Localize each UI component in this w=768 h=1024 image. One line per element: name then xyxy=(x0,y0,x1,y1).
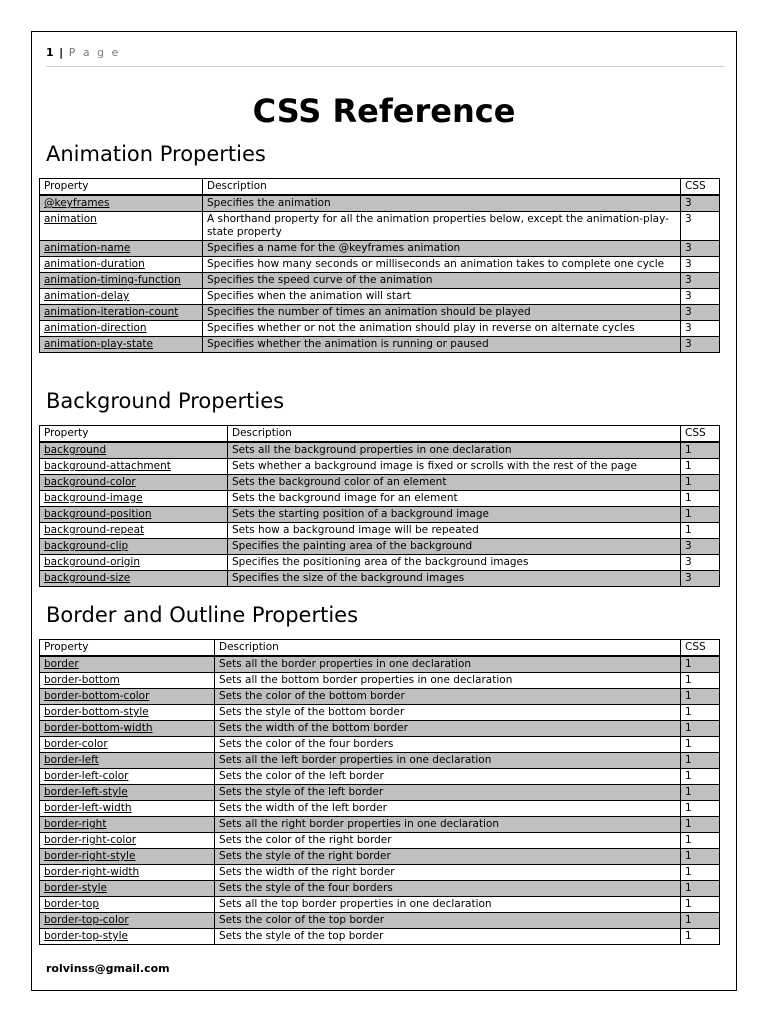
page-word: P a g e xyxy=(68,46,121,59)
property-link[interactable]: background-position xyxy=(40,507,228,523)
property-description: Specifies the speed curve of the animation xyxy=(203,273,681,289)
table-row xyxy=(40,539,720,555)
table-row xyxy=(40,721,720,737)
table-row xyxy=(40,571,720,587)
property-description: Specifies the size of the background images xyxy=(228,571,681,587)
css-version: 1 xyxy=(681,705,720,721)
table-row xyxy=(40,507,720,523)
property-link[interactable]: border-color xyxy=(40,737,215,753)
property-link[interactable]: background-clip xyxy=(40,539,228,555)
property-description: Specifies the animation xyxy=(203,195,681,212)
property-link[interactable]: animation-name xyxy=(40,241,203,257)
property-link[interactable]: animation-timing-function xyxy=(40,273,203,289)
page-header xyxy=(46,46,725,67)
property-description: Specifies when the animation will start xyxy=(203,289,681,305)
table-row xyxy=(40,273,720,289)
property-link[interactable]: animation-play-state xyxy=(40,337,203,353)
property-description: Sets the color of the left border xyxy=(215,769,681,785)
table-row xyxy=(40,491,720,507)
property-description: Sets the style of the right border xyxy=(215,849,681,865)
property-description: Specifies whether or not the animation should play in reverse on alternate cycles xyxy=(203,321,681,337)
property-description: Specifies the positioning area of the background images xyxy=(228,555,681,571)
property-description: Sets the color of the four borders xyxy=(215,737,681,753)
column-header-css: CSS xyxy=(681,640,720,657)
column-header-css: CSS xyxy=(681,426,720,443)
css-version: 3 xyxy=(681,212,720,241)
table-row xyxy=(40,289,720,305)
footer-email: rolvinss@gmail.com xyxy=(46,962,170,975)
property-link[interactable]: background-size xyxy=(40,571,228,587)
property-description: Sets how a background image will be repeated xyxy=(228,523,681,539)
css-version: 3 xyxy=(681,195,720,212)
property-description: Sets the style of the bottom border xyxy=(215,705,681,721)
property-description: Sets all the border properties in one declaration xyxy=(215,656,681,673)
css-version: 1 xyxy=(681,737,720,753)
property-link[interactable]: @keyframes xyxy=(40,195,203,212)
property-description: Sets the style of the left border xyxy=(215,785,681,801)
table-row xyxy=(40,705,720,721)
table-row xyxy=(40,212,720,241)
property-description: Sets the background color of an element xyxy=(228,475,681,491)
property-link[interactable]: animation xyxy=(40,212,203,241)
css-version: 3 xyxy=(681,337,720,353)
property-link[interactable]: border-left-style xyxy=(40,785,215,801)
column-header-description: Description xyxy=(203,179,681,196)
css-version: 1 xyxy=(681,897,720,913)
css-version: 1 xyxy=(681,442,720,459)
table-header-row xyxy=(40,640,720,657)
column-header-description: Description xyxy=(228,426,681,443)
table-row xyxy=(40,913,720,929)
animation-properties-table xyxy=(39,178,720,353)
css-version: 1 xyxy=(681,507,720,523)
property-link[interactable]: border-style xyxy=(40,881,215,897)
property-link[interactable]: animation-iteration-count xyxy=(40,305,203,321)
property-link[interactable]: background-attachment xyxy=(40,459,228,475)
css-version: 1 xyxy=(681,801,720,817)
table-row xyxy=(40,442,720,459)
property-description: A shorthand property for all the animation properties below, except the animation-play-state property xyxy=(203,212,681,241)
css-version: 3 xyxy=(681,539,720,555)
table-row xyxy=(40,475,720,491)
property-description: Sets all the bottom border properties in one declaration xyxy=(215,673,681,689)
column-header-description: Description xyxy=(215,640,681,657)
css-version: 1 xyxy=(681,673,720,689)
css-version: 1 xyxy=(681,491,720,507)
css-version: 1 xyxy=(681,523,720,539)
property-link[interactable]: border-bottom-color xyxy=(40,689,215,705)
css-version: 1 xyxy=(681,721,720,737)
property-description: Sets the width of the bottom border xyxy=(215,721,681,737)
css-version: 1 xyxy=(681,785,720,801)
table-row xyxy=(40,523,720,539)
table-row xyxy=(40,459,720,475)
property-link[interactable]: border-bottom-width xyxy=(40,721,215,737)
property-description: Sets the style of the top border xyxy=(215,929,681,945)
css-version: 1 xyxy=(681,459,720,475)
property-link[interactable]: border xyxy=(40,656,215,673)
property-link[interactable]: border-top-color xyxy=(40,913,215,929)
property-description: Specifies the number of times an animation should be played xyxy=(203,305,681,321)
table-row xyxy=(40,689,720,705)
css-version: 1 xyxy=(681,769,720,785)
css-version: 1 xyxy=(681,656,720,673)
property-link[interactable]: border-bottom-style xyxy=(40,705,215,721)
table-row xyxy=(40,833,720,849)
property-link[interactable]: border-bottom xyxy=(40,673,215,689)
property-description: Sets the color of the bottom border xyxy=(215,689,681,705)
table-row xyxy=(40,817,720,833)
property-link[interactable]: background-color xyxy=(40,475,228,491)
property-link[interactable]: background xyxy=(40,442,228,459)
css-version: 1 xyxy=(681,833,720,849)
property-link[interactable]: border-left-width xyxy=(40,801,215,817)
property-description: Sets the width of the left border xyxy=(215,801,681,817)
table-row xyxy=(40,195,720,212)
property-link[interactable]: border-right-width xyxy=(40,865,215,881)
property-link[interactable]: border-right-style xyxy=(40,849,215,865)
css-version: 3 xyxy=(681,273,720,289)
css-version: 1 xyxy=(681,817,720,833)
css-version: 1 xyxy=(681,849,720,865)
property-link[interactable]: background-repeat xyxy=(40,523,228,539)
css-version: 3 xyxy=(681,289,720,305)
property-link[interactable]: border-left xyxy=(40,753,215,769)
css-version: 3 xyxy=(681,241,720,257)
table-row xyxy=(40,321,720,337)
page-separator: | xyxy=(59,46,64,59)
property-link[interactable]: animation-delay xyxy=(40,289,203,305)
column-header-property: Property xyxy=(40,640,215,657)
property-description: Sets whether a background image is fixed or scrolls with the rest of the page xyxy=(228,459,681,475)
property-link[interactable]: border-left-color xyxy=(40,769,215,785)
property-description: Sets all the top border properties in one declaration xyxy=(215,897,681,913)
border-section-title: Border and Outline Properties xyxy=(46,603,359,627)
column-header-property: Property xyxy=(40,179,203,196)
property-description: Sets all the left border properties in one declaration xyxy=(215,753,681,769)
property-description: Sets all the right border properties in one declaration xyxy=(215,817,681,833)
property-description: Specifies a name for the @keyframes animation xyxy=(203,241,681,257)
property-link[interactable]: border-top-style xyxy=(40,929,215,945)
table-row xyxy=(40,865,720,881)
table-row xyxy=(40,753,720,769)
table-row xyxy=(40,897,720,913)
table-header-row xyxy=(40,426,720,443)
property-link[interactable]: animation-direction xyxy=(40,321,203,337)
table-row xyxy=(40,656,720,673)
css-version: 3 xyxy=(681,305,720,321)
table-row xyxy=(40,305,720,321)
property-description: Sets the color of the top border xyxy=(215,913,681,929)
document-title: CSS Reference xyxy=(252,92,516,130)
property-link[interactable]: animation-duration xyxy=(40,257,203,273)
table-row xyxy=(40,673,720,689)
css-version: 1 xyxy=(681,689,720,705)
background-properties-table xyxy=(39,425,720,587)
css-version: 1 xyxy=(681,475,720,491)
property-description: Sets the style of the four borders xyxy=(215,881,681,897)
table-row xyxy=(40,257,720,273)
property-description: Sets the color of the right border xyxy=(215,833,681,849)
property-description: Specifies whether the animation is running or paused xyxy=(203,337,681,353)
property-link[interactable]: background-image xyxy=(40,491,228,507)
property-link[interactable]: border-right xyxy=(40,817,215,833)
table-row xyxy=(40,555,720,571)
column-header-property: Property xyxy=(40,426,228,443)
css-version: 1 xyxy=(681,753,720,769)
property-description: Specifies how many seconds or milliseconds an animation takes to complete one cycle xyxy=(203,257,681,273)
table-header-row xyxy=(40,179,720,196)
page-number: 1 xyxy=(46,46,54,59)
background-section-title: Background Properties xyxy=(46,389,285,413)
table-row xyxy=(40,737,720,753)
property-link[interactable]: background-origin xyxy=(40,555,228,571)
border-properties-table xyxy=(39,639,720,945)
property-link[interactable]: border-right-color xyxy=(40,833,215,849)
css-version: 1 xyxy=(681,929,720,945)
css-version: 3 xyxy=(681,257,720,273)
property-description: Sets the width of the right border xyxy=(215,865,681,881)
table-row xyxy=(40,769,720,785)
table-row xyxy=(40,785,720,801)
table-row xyxy=(40,881,720,897)
css-version: 3 xyxy=(681,571,720,587)
table-row xyxy=(40,241,720,257)
css-version: 3 xyxy=(681,555,720,571)
property-description: Sets the starting position of a background image xyxy=(228,507,681,523)
property-description: Specifies the painting area of the background xyxy=(228,539,681,555)
table-row xyxy=(40,929,720,945)
animation-section-title: Animation Properties xyxy=(46,142,266,166)
property-link[interactable]: border-top xyxy=(40,897,215,913)
css-version: 1 xyxy=(681,913,720,929)
column-header-css: CSS xyxy=(681,179,720,196)
table-row xyxy=(40,801,720,817)
css-version: 1 xyxy=(681,865,720,881)
table-row xyxy=(40,849,720,865)
property-description: Sets all the background properties in one declaration xyxy=(228,442,681,459)
property-description: Sets the background image for an element xyxy=(228,491,681,507)
table-row xyxy=(40,337,720,353)
css-version: 1 xyxy=(681,881,720,897)
css-version: 3 xyxy=(681,321,720,337)
